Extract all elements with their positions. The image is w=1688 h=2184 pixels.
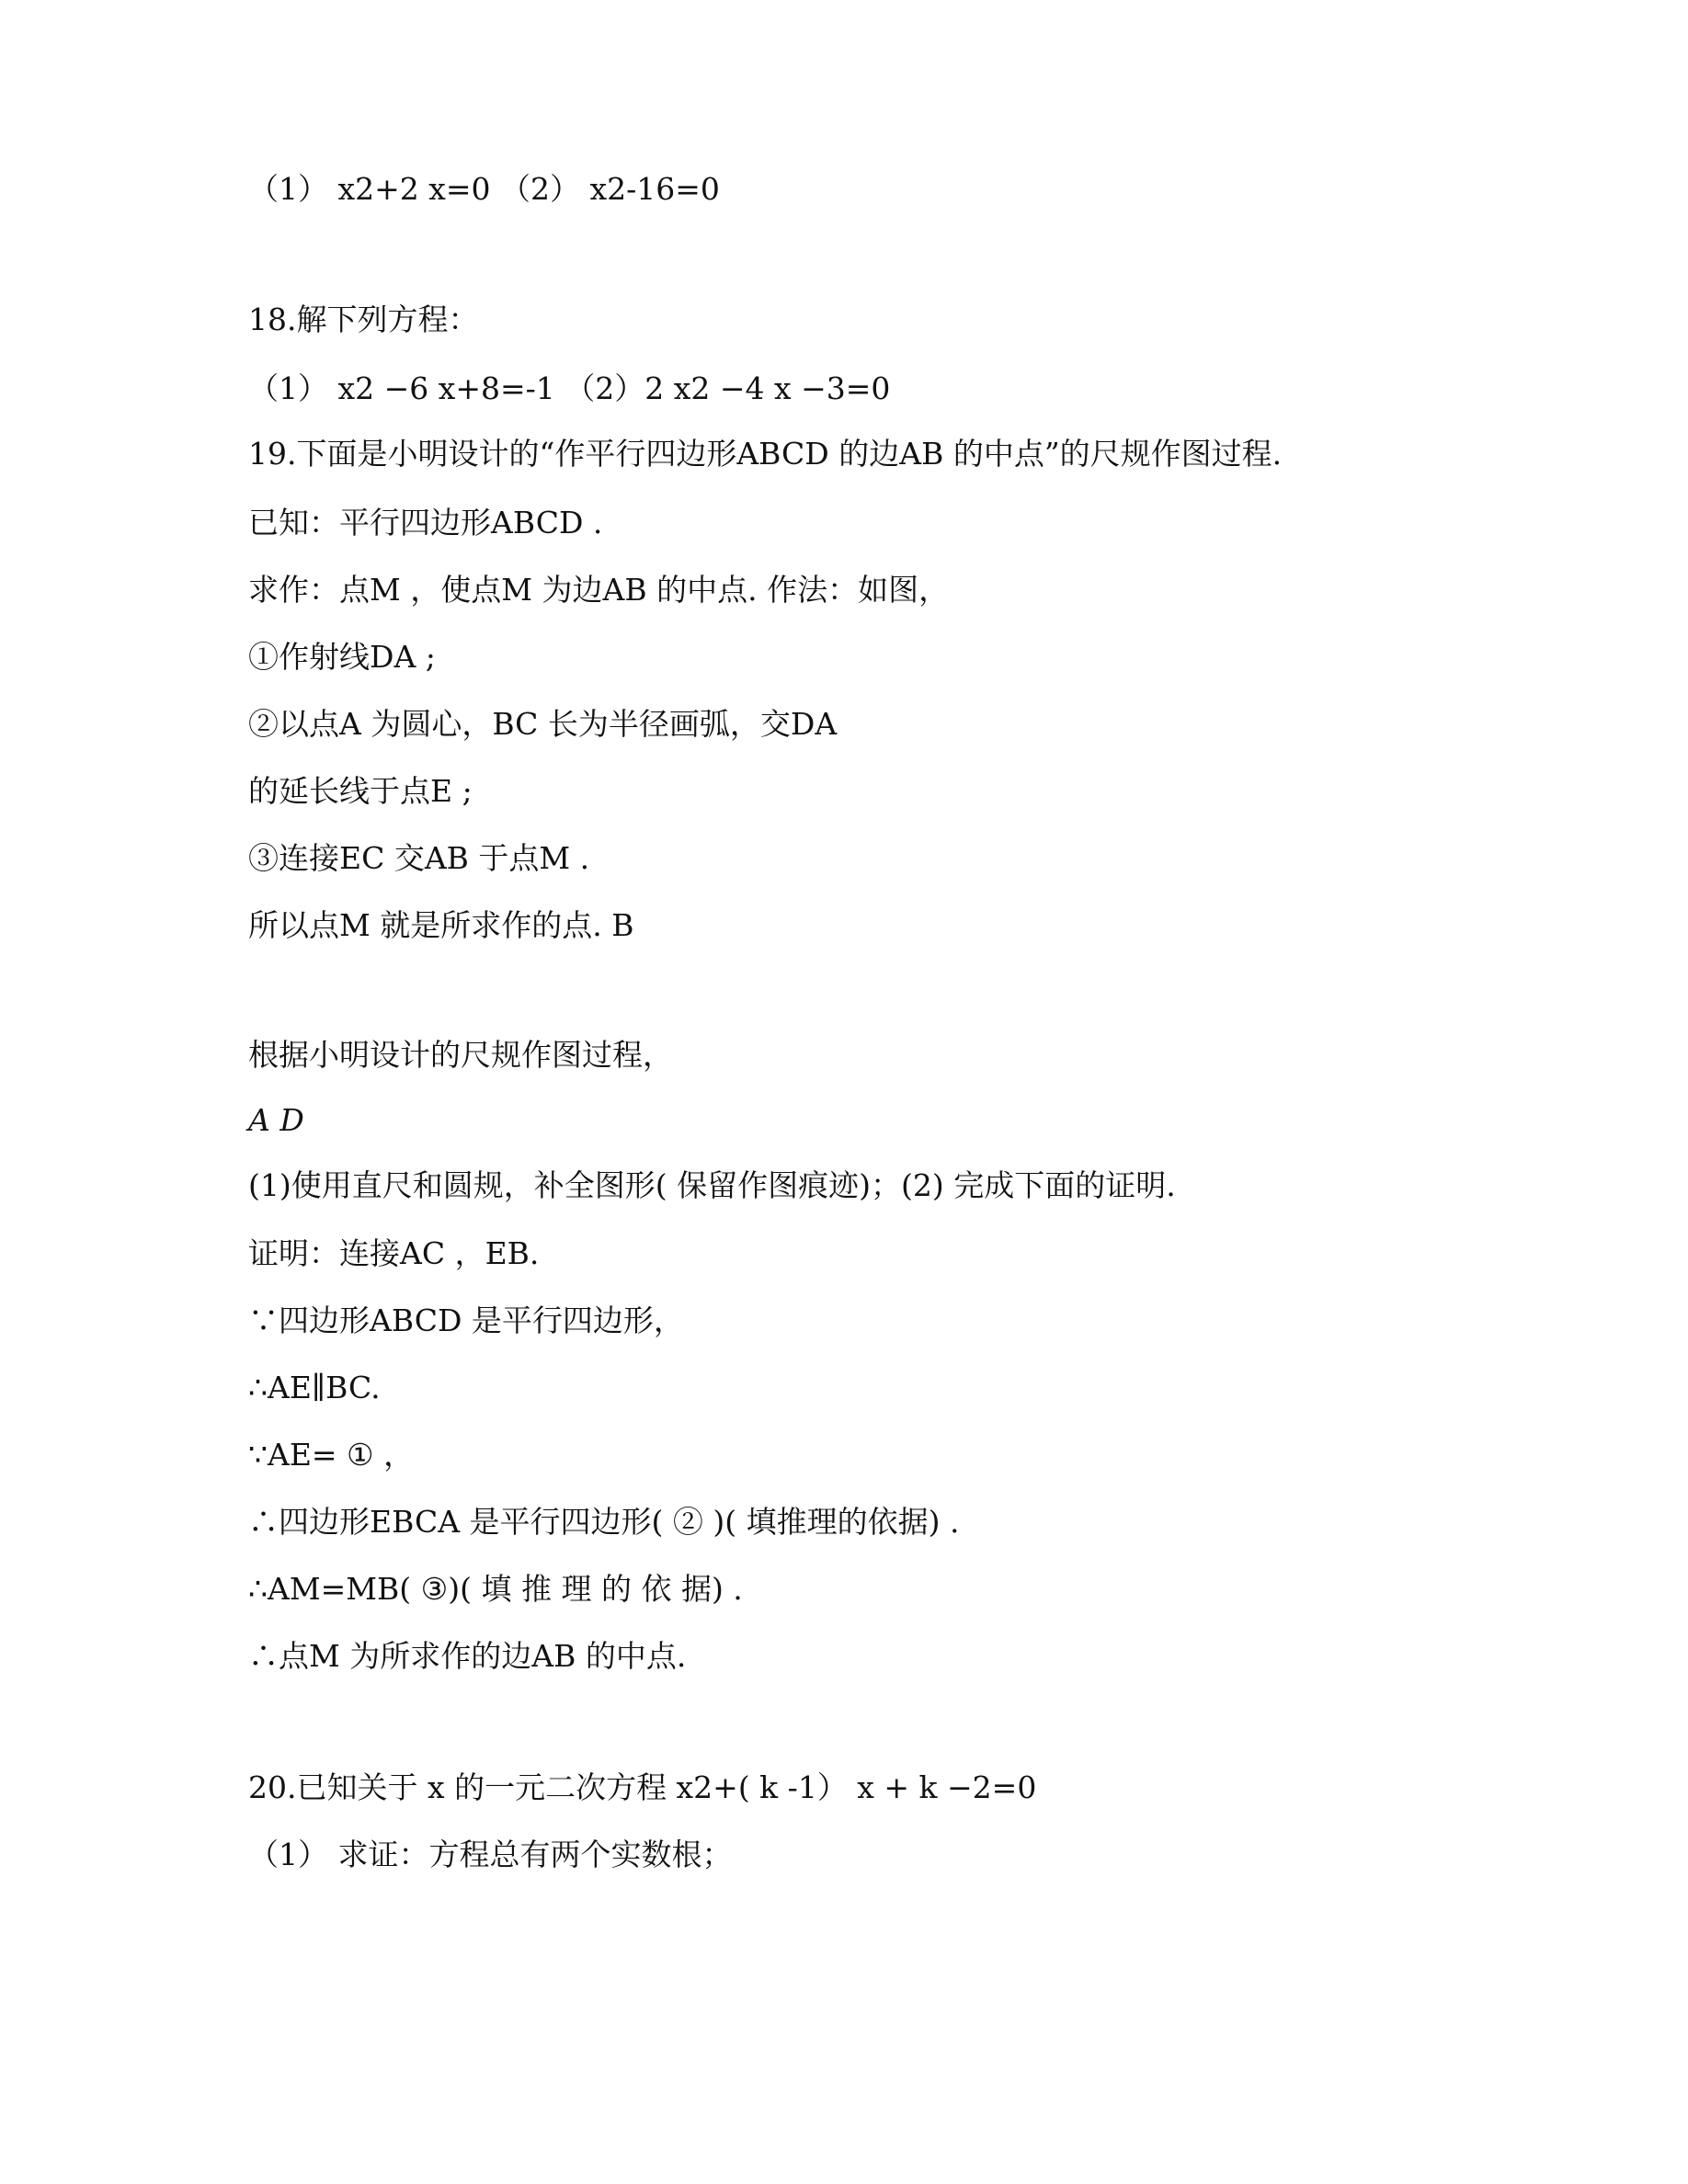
construction-step-2-cont: 的延长线于点E ; [248, 773, 473, 809]
proof-line-2: ∴AE∥BC. [248, 1370, 381, 1405]
construction-step-3: ③连接EC 交AB 于点M . [248, 840, 590, 876]
construction-step-1: ①作射线DA ; [248, 639, 436, 675]
proof-line-4: ∴四边形EBCA 是平行四边形( ② )( 填推理的依据) . [248, 1504, 960, 1540]
problem-20-part-1: （1） 求证：方程总有两个实数根； [248, 1837, 733, 1872]
proof-start: 证明：连接AC ，EB. [248, 1235, 540, 1271]
proof-line-1: ∵四边形ABCD 是平行四边形， [248, 1302, 684, 1338]
problem-19-tasks: (1)使用直尺和圆规，补全图形( 保留作图痕迹)；(2) 完成下面的证明. [248, 1167, 1176, 1203]
problem-19-given: 已知：平行四边形ABCD . [248, 505, 603, 540]
construction-step-2: ②以点A 为圆心，BC 长为半径画弧，交DA [248, 706, 838, 742]
problem-19-requirement: 求作：点M ，使点M 为边AB 的中点. 作法：如图， [248, 572, 950, 608]
problem-18-title: 18.解下列方程： [248, 301, 479, 337]
problem-19-title: 19.下面是小明设计的“作平行四边形ABCD 的边AB 的中点”的尺规作图过程. [248, 436, 1283, 472]
construction-conclusion: 所以点M 就是所求作的点. B [248, 907, 634, 943]
problem-19-instruction: 根据小明设计的尺规作图过程， [248, 1037, 673, 1073]
proof-line-6: ∴点M 为所求作的边AB 的中点. [248, 1638, 687, 1674]
proof-line-5: ∴AM=MB( ③)( 填 推 理 的 依 据) . [248, 1571, 743, 1607]
problem-17-equations: （1） x2+2 x=0 （2） x2-16=0 [248, 171, 720, 207]
proof-line-3: ∵AE= ① ， [248, 1437, 415, 1473]
problem-18-equations: （1） x2 −6 x+8=-1 （2）2 x2 −4 x −3=0 [248, 370, 891, 406]
figure-labels: A D [248, 1102, 304, 1138]
problem-20-title: 20.已知关于 x 的一元二次方程 x2+( k -1） x + k −2=0 [248, 1769, 1037, 1805]
